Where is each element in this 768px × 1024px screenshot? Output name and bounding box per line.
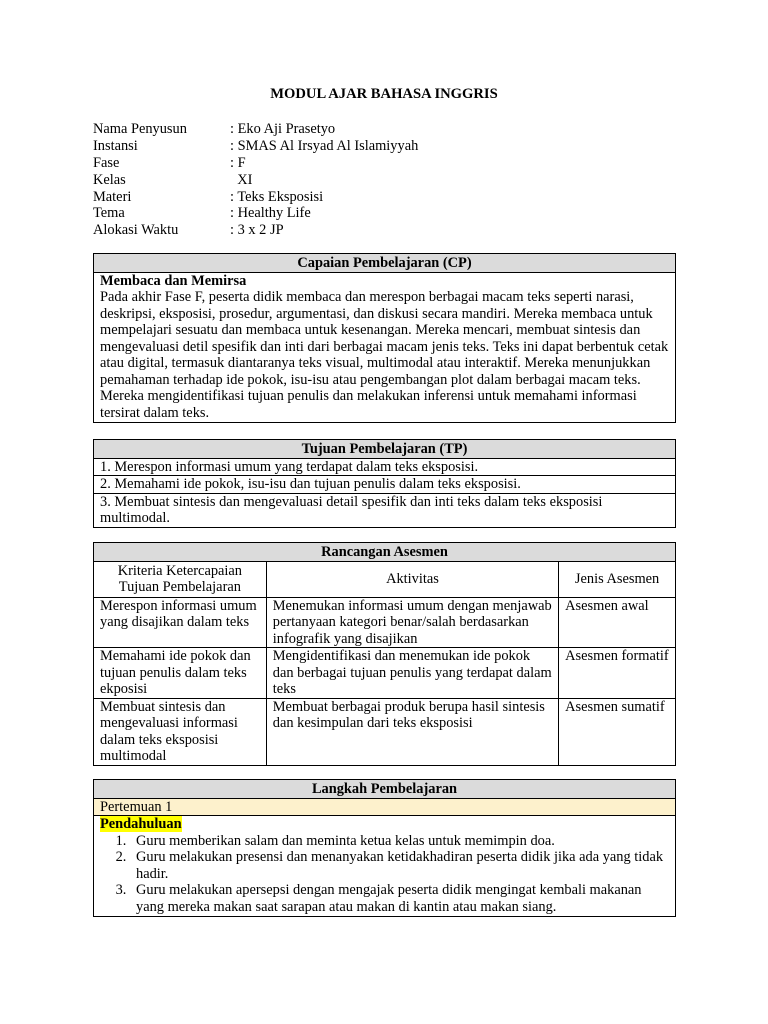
assessment-type: Asesmen formatif bbox=[559, 648, 676, 699]
cp-table bbox=[93, 253, 676, 423]
steps-list bbox=[100, 833, 669, 916]
identity-value: XI bbox=[230, 171, 253, 188]
tp-heading: Tujuan Pembelajaran (TP) bbox=[94, 440, 676, 459]
list-item: 2. Guru melakukan presensi dan menanyakan ketidakhadiran peserta didik jika ada yang tidak hadir. bbox=[130, 849, 669, 882]
assessment-activity: Mengidentifikasi dan menemukan ide pokok dan berbagai tujuan penulis yang terdapat dalam teks bbox=[266, 648, 558, 699]
identity-table bbox=[93, 121, 418, 239]
assessment-criteria: Membuat sintesis dan mengevaluasi informasi dalam teks eksposisi multimodal bbox=[94, 698, 267, 765]
assessment-type: Asesmen awal bbox=[559, 597, 676, 648]
identity-value: : 3 x 2 JP bbox=[230, 222, 284, 239]
identity-row bbox=[93, 205, 418, 222]
cp-body bbox=[94, 272, 676, 423]
tp-item: 1. Merespon informasi umum yang terdapat dalam teks eksposisi. bbox=[94, 458, 676, 476]
table-row bbox=[94, 698, 676, 765]
assessment-table bbox=[93, 542, 676, 766]
identity-value: : Eko Aji Prasetyo bbox=[230, 121, 336, 137]
document-title: MODUL AJAR BAHASA INGGRIS bbox=[270, 86, 498, 102]
identity-row bbox=[93, 189, 418, 206]
steps-body bbox=[94, 816, 676, 917]
cp-subheading: Membaca dan Memirsa bbox=[100, 272, 247, 289]
identity-value: : F bbox=[230, 154, 246, 171]
identity-row bbox=[93, 155, 418, 172]
steps-heading: Langkah Pembelajaran bbox=[94, 780, 676, 799]
assessment-criteria: Merespon informasi umum yang disajikan dalam teks bbox=[94, 597, 267, 648]
identity-key: Instansi bbox=[93, 137, 138, 154]
assessment-activity: Membuat berbagai produk berupa hasil sintesis dan kesimpulan dari teks eksposisi bbox=[266, 698, 558, 765]
meeting-label: Pertemuan 1 bbox=[94, 798, 676, 816]
learning-steps-table bbox=[93, 779, 676, 917]
identity-row bbox=[93, 138, 418, 155]
identity-key: Alokasi Waktu bbox=[93, 222, 179, 239]
phase-label: Pendahuluan bbox=[100, 816, 182, 832]
identity-row bbox=[93, 222, 418, 239]
identity-row bbox=[93, 121, 418, 138]
identity-key: Fase bbox=[93, 154, 120, 171]
identity-key: Materi bbox=[93, 188, 132, 205]
assessment-column-header: Aktivitas bbox=[266, 561, 558, 597]
assessment-column-header: Jenis Asesmen bbox=[559, 561, 676, 597]
table-row bbox=[94, 648, 676, 699]
identity-value: : Teks Eksposisi bbox=[230, 188, 324, 205]
assessment-heading: Rancangan Asesmen bbox=[94, 543, 676, 562]
list-item: 3. Guru melakukan apersepsi dengan mengajak peserta didik mengingat kembali makanan yang mereka makan saat sarapan atau makan di kantin atau makan siang. bbox=[130, 882, 669, 915]
cp-text: Pada akhir Fase F, peserta didik membaca dan merespon berbagai macam teks seperti narasi, deskripsi, eksposisi, prosedur, argumentasi, dan diskusi secara mandiri. Mereka membaca untuk mempelajari sesuatu dan membaca untuk kesenangan. Mereka mencari, membuat sintesis dan mengevaluasi detil spesifik dan inti dari berbagai macam jenis teks. Teks ini dapat berbentuk cetak atau digital, termasuk diantaranya teks visual, multimodal atau interaktif. Mereka menunjukkan pemahaman terhadap ide pokok, isu-isu atau pengembangan plot dalam berbagai macam teks. Mereka mengidentifikasi tujuan penulis dan melakukan inferensi untuk memahami informasi tersirat dalam teks. bbox=[100, 289, 669, 421]
assessment-criteria: Memahami ide pokok dan tujuan penulis dalam teks ekposisi bbox=[94, 648, 267, 699]
assessment-header-row bbox=[94, 561, 676, 597]
list-item: 1. Guru memberikan salam dan meminta ketua kelas untuk memimpin doa. bbox=[130, 833, 669, 850]
identity-key: Tema bbox=[93, 205, 125, 222]
assessment-column-header: Kriteria Ketercapaian Tujuan Pembelajaran bbox=[94, 561, 267, 597]
identity-value: : Healthy Life bbox=[230, 205, 311, 222]
tp-table bbox=[93, 439, 676, 528]
cp-heading: Capaian Pembelajaran (CP) bbox=[94, 254, 676, 273]
identity-key: Kelas bbox=[93, 171, 126, 188]
assessment-activity: Menemukan informasi umum dengan menjawab pertanyaan kategori benar/salah berdasarkan infografik yang disajikan bbox=[266, 597, 558, 648]
identity-row bbox=[93, 172, 418, 189]
tp-item: 3. Membuat sintesis dan mengevaluasi detail spesifik dan inti teks dalam teks eksposisi multimodal. bbox=[94, 493, 676, 527]
tp-item: 2. Memahami ide pokok, isu-isu dan tujuan penulis dalam teks eksposisi. bbox=[94, 476, 676, 494]
table-row bbox=[94, 597, 676, 648]
assessment-type: Asesmen sumatif bbox=[559, 698, 676, 765]
identity-value: : SMAS Al Irsyad Al Islamiyyah bbox=[230, 137, 419, 154]
identity-key: Nama Penyusun bbox=[93, 121, 187, 137]
